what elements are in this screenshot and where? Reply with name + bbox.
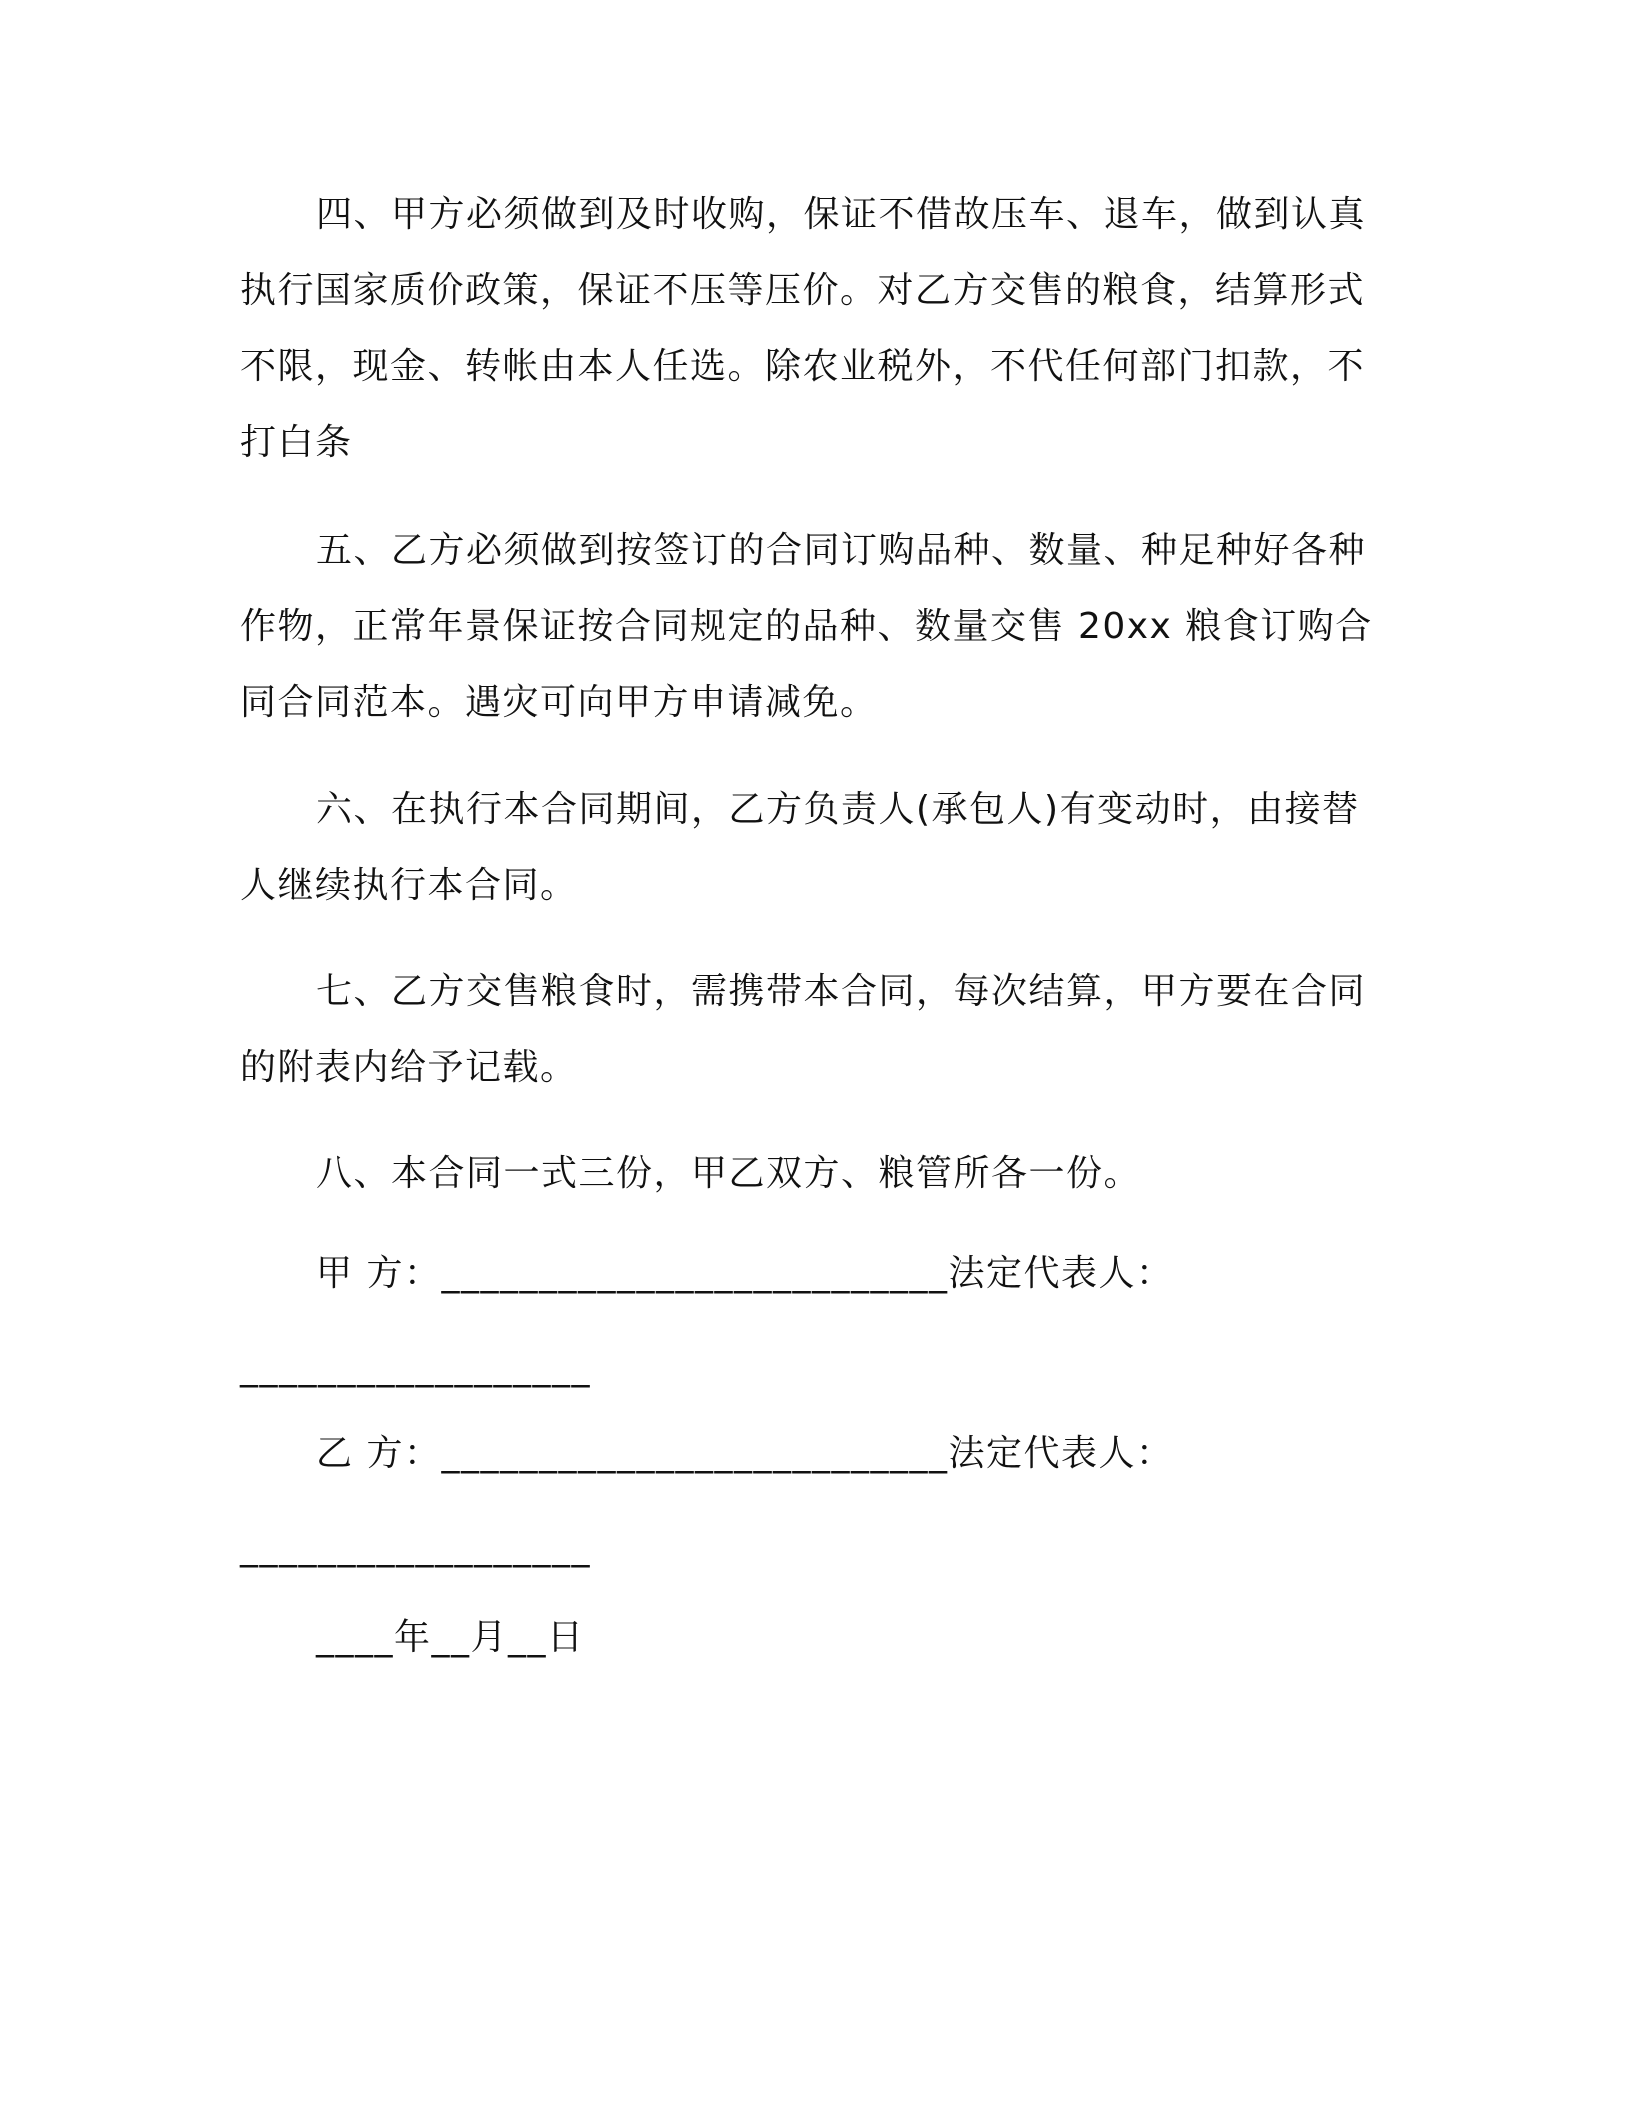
party-b-line: 乙 方：__________________________法定代表人：	[316, 1433, 1174, 1474]
clause-seven: 七、乙方交售粮食时，需携带本合同，每次结算，甲方要在合同的附表内给予记载。	[240, 971, 1367, 1088]
signing-date: ____年__月__日	[316, 1617, 585, 1658]
clause-five: 五、乙方必须做到按签订的合同订购品种、数量、种足种好各种作物，正常年景保证按合同规定的品种、数量交售 20xx 粮食订购合同合同范本。遇灾可向甲方申请减免。	[240, 530, 1373, 723]
party-b-representative-blank: __________________	[240, 1527, 591, 1568]
clause-four: 四、甲方必须做到及时收购，保证不借故压车、退车，做到认真执行国家质价政策，保证不压等压价。对乙方交售的粮食，结算形式不限，现金、转帐由本人任选。除农业税外，不代任何部门扣款，不打白条	[240, 194, 1367, 463]
clause-six: 六、在执行本合同期间，乙方负责人(承包人)有变动时，由接替人继续执行本合同。	[240, 789, 1360, 906]
party-a-line: 甲 方：__________________________法定代表人：	[316, 1253, 1174, 1294]
clause-eight: 八、本合同一式三份，甲乙双方、粮管所各一份。	[316, 1153, 1142, 1194]
party-a-representative-blank: __________________	[240, 1347, 591, 1388]
